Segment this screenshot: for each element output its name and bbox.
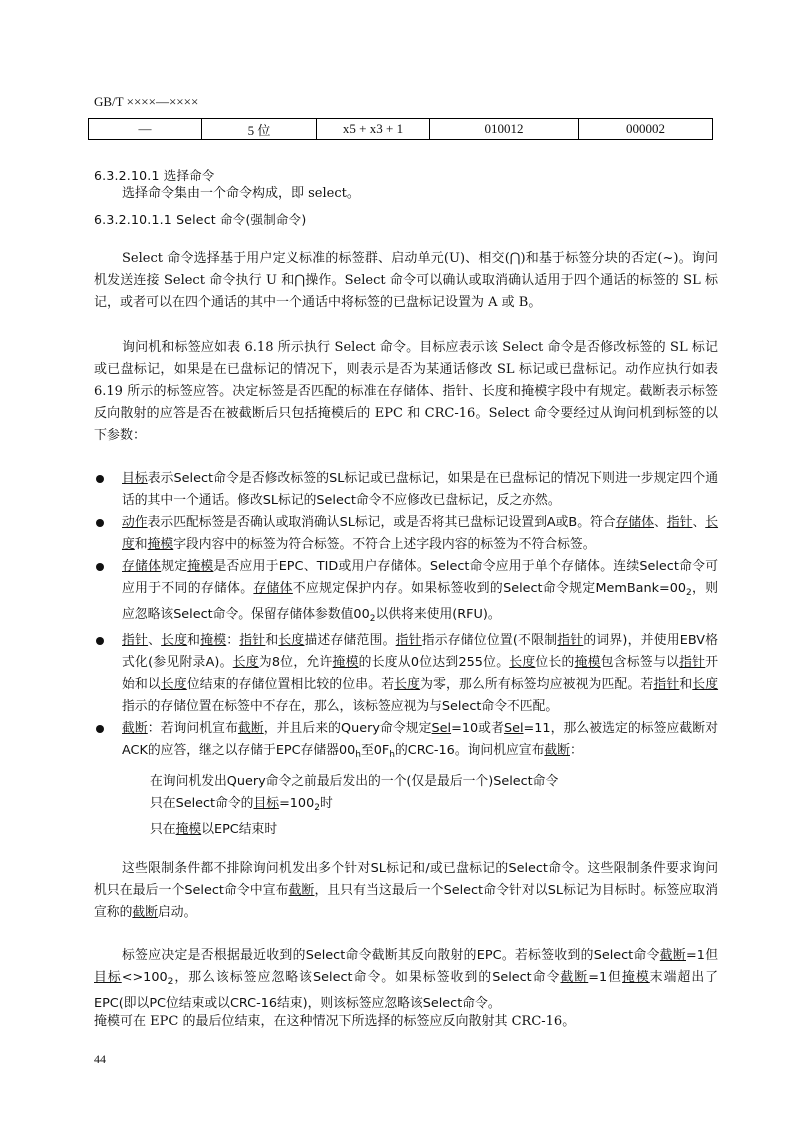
condition-line: 只在Select命令的目标$=100_2$时 [150,796,333,813]
list-item: 目标表示Select命令是否修改标签的SL标记或已盘标记，如果是在已盘标记的情况下则进一步规定四个通话的其中一个通话。修改SL标记的Select命令不应修改已盘标记，反之亦然。 [94,468,718,512]
condition-line: 只在掩模以EPC结束时 [150,822,278,837]
table-cell: 010012 [430,119,579,140]
list-item: 指针、长度和掩模：指针和长度描述存储范围。指针指示存储位位置(不限制指针的词界)，并使用EBV格式化(参见附录A)。长度为8位，允许掩模的长度从0位达到255位。长度位长的掩模包含标签与以指针开始和以长度位结束的存储位置相比较的位串。若长度为零，那么所有标签均应被视为匹配。若指针和长度指示的存储位置在标签中不存在，那么，该标签应视为与Select命令不匹配。 [94,630,718,718]
paragraph: 这些限制条件都不排除询问机发出多个针对SL标记和/或已盘标记的Select命令。这些限制条件要求询问机只在最后一个Select命令中宣布截断，且只有当这最后一个Select命令针对以SL标记为目标时。标签应取消宣称的截断启动。 [94,861,719,920]
bullet-icon [96,519,104,527]
list-item: 截断：若询问机宣布截断，并且后来的Query命令规定Sel=10或者Sel=11，那么被选定的标签应截断对ACK的应答，继之以存储于EPC存储器$00_h$至$0F_h$的CRC-16。询问机应宣布截断： [94,718,718,766]
standard-code: GB/T ××××—×××× [94,94,199,109]
section-heading: 6.3.2.10.1 选择命令 [94,168,215,183]
bullet-icon [96,637,104,645]
list-item: 存储体规定掩模是否应用于EPC、TID或用户存储体。Select命令应用于单个存储体。连续Select命令可应用于不同的存储体。存储体不应规定保护内存。如果标签收到的Select命令规定$MemBank=00_2$，则应忽略该Select命令。保留存储体参数值$00_2$以供将来使用(RFU)。 [94,556,718,630]
paragraph: 询问机和标签应如表 6.18 所示执行 Select 命令。目标应表示该 Select 命令是否修改标签的 SL 标记或已盘标记，如果是在已盘标记的情况下，则表示是否为某通话修改 SL 标记或已盘标记。动作应执行如表 6.19 所示的标签应答。决定标签是否匹配的标准在存储体、指针、长度和掩模字段中有规定。截断表示标签反向散射的应答是否在被截断后只包括掩模后的 EPC 和 CRC-16。Select 命令要经过从询问机到标签的以下参数： [94,340,718,443]
parameter-list [94,468,718,766]
table-cell: 5 位 [202,119,317,140]
table-cell: x5 + x3 + 1 [317,119,430,140]
table-row [89,119,713,140]
list-item: 动作表示匹配标签是否确认或取消确认SL标记，或是否将其已盘标记设置到A或B。符合存储体、指针、长度和掩模字段内容中的标签为符合标签。不符合上述字段内容的标签为不符合标签。 [94,512,718,556]
condition-line: 在询问机发出Query命令之前最后发出的一个(仅是最后一个)Select命令 [150,774,559,789]
bullet-icon [96,725,104,733]
bullet-icon [96,475,104,483]
paragraph: 掩模可在 EPC 的最后位结束，在这种情况下所选择的标签应反向散射其 CRC-16。 [94,1014,576,1029]
condition-list [150,771,558,841]
table-cell: 000002 [579,119,713,140]
paragraph: 标签应决定是否根据最近收到的Select命令截断其反向散射的EPC。若标签收到的Select命令截断=1但目标$<>100_2$，那么该标签应忽略该Select命令。如果标签收到的Select命令截断=1但掩模末端超出了EPC(即以PC位结束或以CRC-16结束)，则该标签应忽略该Select命令。 [94,948,719,1011]
table-fragment [88,118,713,140]
paragraph: 选择命令集由一个命令构成，即 select。 [122,186,360,201]
paragraph: Select 命令选择基于用户定义标准的标签群、启动单元(U)、相交(⋂)和基于标签分块的否定(~)。询问机发送连接 Select 命令执行 U 和⋂操作。Select 命令可以确认或取消确认适用于四个通话的标签的 SL 标记，或者可以在四个通话的其中一个通话中将标签的已盘标记设置为 A 或 B。 [94,251,718,310]
section-heading: 6.3.2.10.1.1 Select 命令(强制命令) [94,212,307,227]
page-number: 44 [94,1052,106,1066]
bullet-icon [96,563,104,571]
table-cell: — [89,119,202,140]
